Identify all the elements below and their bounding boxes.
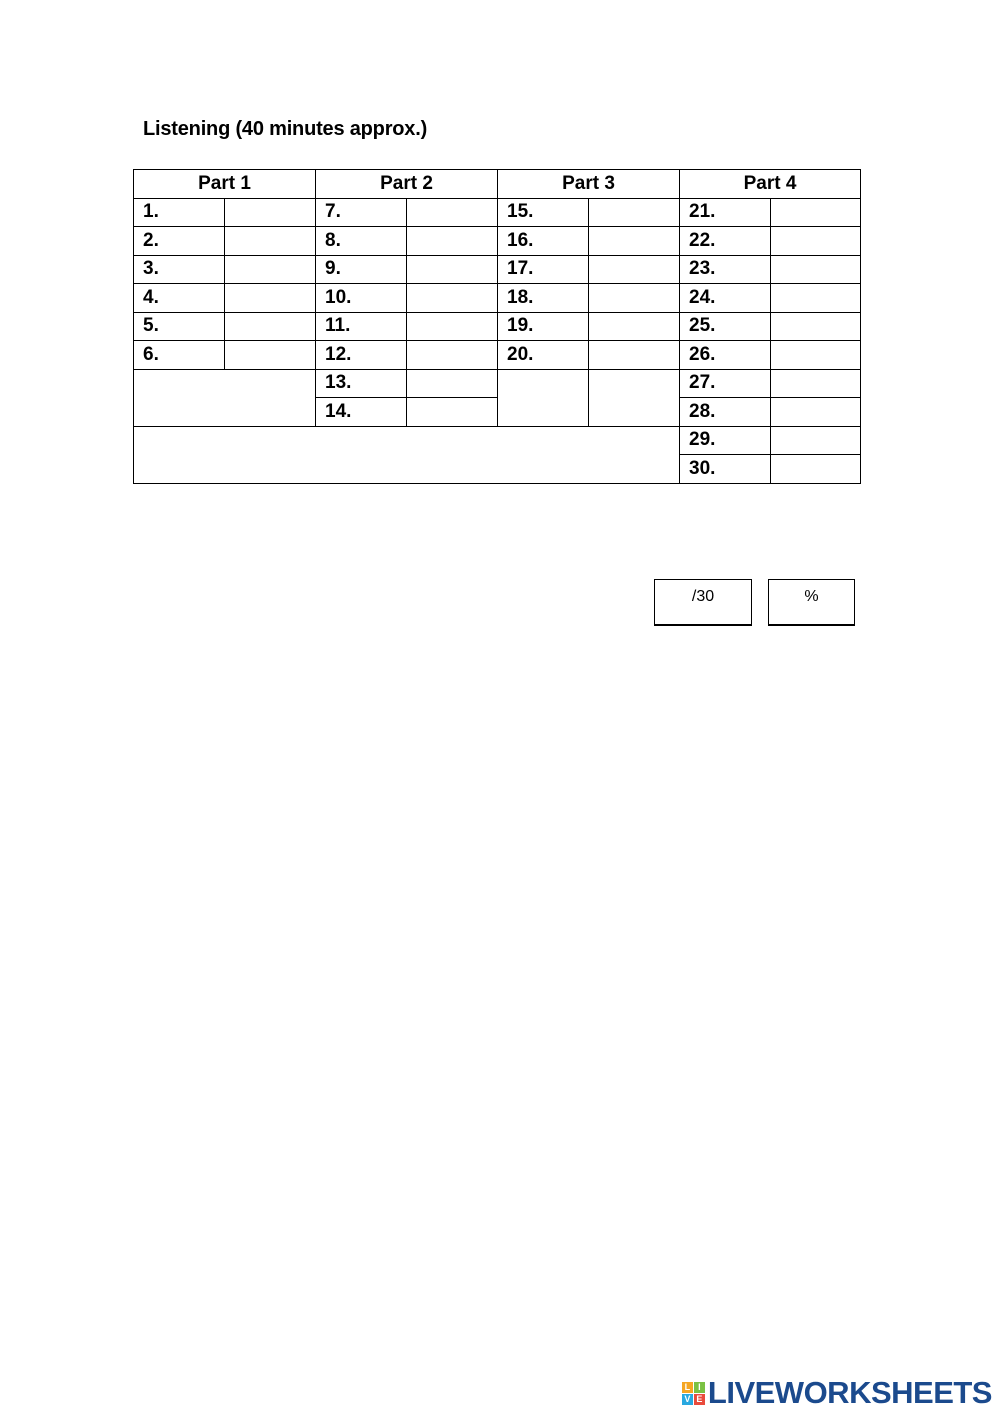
- empty-cell: [589, 369, 680, 426]
- answer-field[interactable]: [407, 398, 498, 427]
- empty-cell: [498, 369, 589, 426]
- answer-field[interactable]: [225, 227, 316, 256]
- question-number: 2.: [134, 227, 225, 256]
- part-1-heading: Part 1: [134, 170, 316, 199]
- answer-field[interactable]: [407, 341, 498, 370]
- question-number: 22.: [680, 227, 771, 256]
- logo-tile-i: I: [694, 1382, 705, 1393]
- answer-field[interactable]: [589, 198, 680, 227]
- question-number: 10.: [316, 284, 407, 313]
- answer-field[interactable]: [771, 312, 861, 341]
- question-number: 23.: [680, 255, 771, 284]
- header-row: [134, 170, 861, 199]
- answer-field[interactable]: [771, 198, 861, 227]
- table-row: [134, 227, 861, 256]
- question-number: 17.: [498, 255, 589, 284]
- question-number: 18.: [498, 284, 589, 313]
- question-number: 12.: [316, 341, 407, 370]
- part-2-heading: Part 2: [316, 170, 498, 199]
- answer-field[interactable]: [589, 255, 680, 284]
- answer-field[interactable]: [225, 284, 316, 313]
- question-number: 16.: [498, 227, 589, 256]
- question-number: 8.: [316, 227, 407, 256]
- question-number: 25.: [680, 312, 771, 341]
- table-row: [134, 284, 861, 313]
- part-3-heading: Part 3: [498, 170, 680, 199]
- table-row: [134, 341, 861, 370]
- logo-tile-v: V: [682, 1394, 693, 1405]
- brand-name: LIVEWORKSHEETS: [707, 1375, 992, 1410]
- answer-field[interactable]: [407, 369, 498, 398]
- empty-cell: [134, 369, 316, 426]
- question-number: 20.: [498, 341, 589, 370]
- answer-field[interactable]: [771, 426, 861, 455]
- logo-tile-e: E: [694, 1394, 705, 1405]
- question-number: 4.: [134, 284, 225, 313]
- answer-field[interactable]: [589, 312, 680, 341]
- answer-field[interactable]: [225, 198, 316, 227]
- question-number: 30.: [680, 455, 771, 484]
- question-number: 3.: [134, 255, 225, 284]
- question-number: 28.: [680, 398, 771, 427]
- answer-field[interactable]: [771, 284, 861, 313]
- answer-field[interactable]: [225, 341, 316, 370]
- question-number: 6.: [134, 341, 225, 370]
- answer-field[interactable]: [771, 341, 861, 370]
- part-4-heading: Part 4: [680, 170, 861, 199]
- question-number: 9.: [316, 255, 407, 284]
- answer-field[interactable]: [407, 284, 498, 313]
- page-title: Listening (40 minutes approx.): [143, 118, 428, 140]
- answer-field[interactable]: [407, 198, 498, 227]
- score-total-label: /30: [691, 588, 715, 605]
- question-number: 19.: [498, 312, 589, 341]
- question-number: 14.: [316, 398, 407, 427]
- table-row: [134, 255, 861, 284]
- empty-cell: [134, 426, 680, 483]
- answer-field[interactable]: [589, 341, 680, 370]
- score-percent-label: %: [804, 588, 819, 605]
- question-number: 5.: [134, 312, 225, 341]
- answer-field[interactable]: [771, 455, 861, 484]
- answer-field[interactable]: [771, 227, 861, 256]
- question-number: 29.: [680, 426, 771, 455]
- brand-logo: [682, 1376, 992, 1410]
- answer-field[interactable]: [407, 255, 498, 284]
- score-total-box: [654, 579, 752, 626]
- table-row: [134, 369, 861, 398]
- question-number: 26.: [680, 341, 771, 370]
- question-number: 11.: [316, 312, 407, 341]
- answer-field[interactable]: [589, 227, 680, 256]
- answer-field[interactable]: [771, 255, 861, 284]
- table-row: [134, 198, 861, 227]
- answer-field[interactable]: [225, 312, 316, 341]
- answer-table: [133, 169, 861, 484]
- score-percent-box: [768, 579, 855, 626]
- logo-tile-l: L: [682, 1382, 693, 1393]
- liveworksheets-icon: [682, 1382, 705, 1405]
- question-number: 1.: [134, 198, 225, 227]
- answer-field[interactable]: [589, 284, 680, 313]
- table-row: [134, 312, 861, 341]
- answer-field[interactable]: [407, 227, 498, 256]
- answer-field[interactable]: [771, 398, 861, 427]
- table-row: [134, 426, 861, 455]
- question-number: 21.: [680, 198, 771, 227]
- answer-field[interactable]: [771, 369, 861, 398]
- question-number: 13.: [316, 369, 407, 398]
- answer-field[interactable]: [225, 255, 316, 284]
- question-number: 15.: [498, 198, 589, 227]
- question-number: 27.: [680, 369, 771, 398]
- question-number: 7.: [316, 198, 407, 227]
- answer-field[interactable]: [407, 312, 498, 341]
- question-number: 24.: [680, 284, 771, 313]
